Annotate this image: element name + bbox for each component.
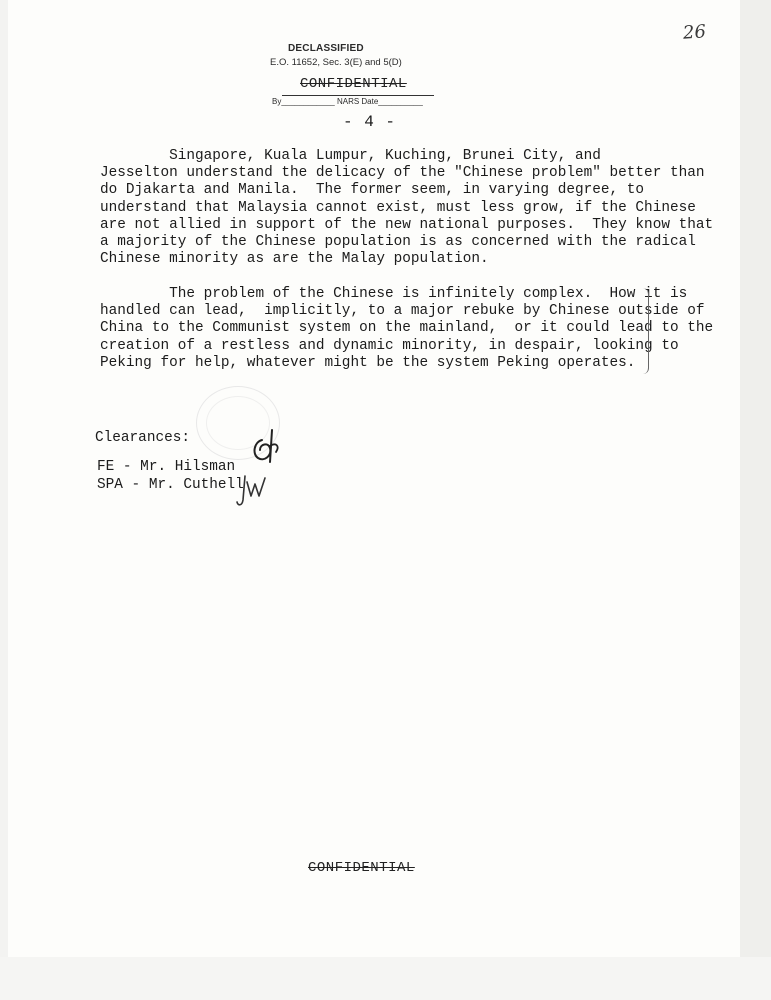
- clearance-entry-fe: FE - Mr. Hilsman: [97, 459, 236, 475]
- classification-header: CONFIDENTIAL: [300, 76, 407, 92]
- handwritten-initials-cuthell: [235, 470, 271, 510]
- body-paragraph-1: Singapore, Kuala Lumpur, Kuching, Brunei City, and Jesselton understand the delicacy of the "Chinese problem" better do Djakarta and Manila. The former seem, in varying degree, to understand that Malaysia cannot exist, must less grow, if the are not allied in support of the new national purposes. They know a majority of the Chinese population is as concerned with the Chinese minority as are the Malay population.: [100, 148, 670, 268]
- clearances-label: Clearances:: [95, 430, 190, 446]
- handwritten-initials-hilsman: [248, 422, 284, 468]
- clearance-entry-spa: SPA - Mr. Cuthell: [97, 477, 244, 493]
- margin-bracket-mark: [642, 288, 649, 374]
- classification-footer: CONFIDENTIAL: [308, 860, 415, 876]
- declassified-stamp-title: DECLASSIFIED: [288, 43, 364, 54]
- body-paragraph-2: The problem of the Chinese is infinitely complex. How it handled can lead, implicitly, to a major rebuke by Chinese outside China to the Communist system on the mainland, or it could lead creation of a restless and dynamic minority, in despair, looking Peking for help, whatever might be the system Peking operates.: [100, 286, 679, 371]
- declassified-stamp-authority: E.O. 11652, Sec. 3(E) and 5(D): [270, 57, 402, 68]
- declassified-stamp-by-line: By____________ NARS Date__________: [272, 97, 423, 106]
- page-number: - 4 -: [343, 113, 397, 131]
- scan-edge-right: [740, 0, 771, 957]
- scan-edge-bottom: [0, 957, 771, 1000]
- header-divider: [282, 95, 434, 96]
- handwritten-page-number: 26: [682, 21, 707, 44]
